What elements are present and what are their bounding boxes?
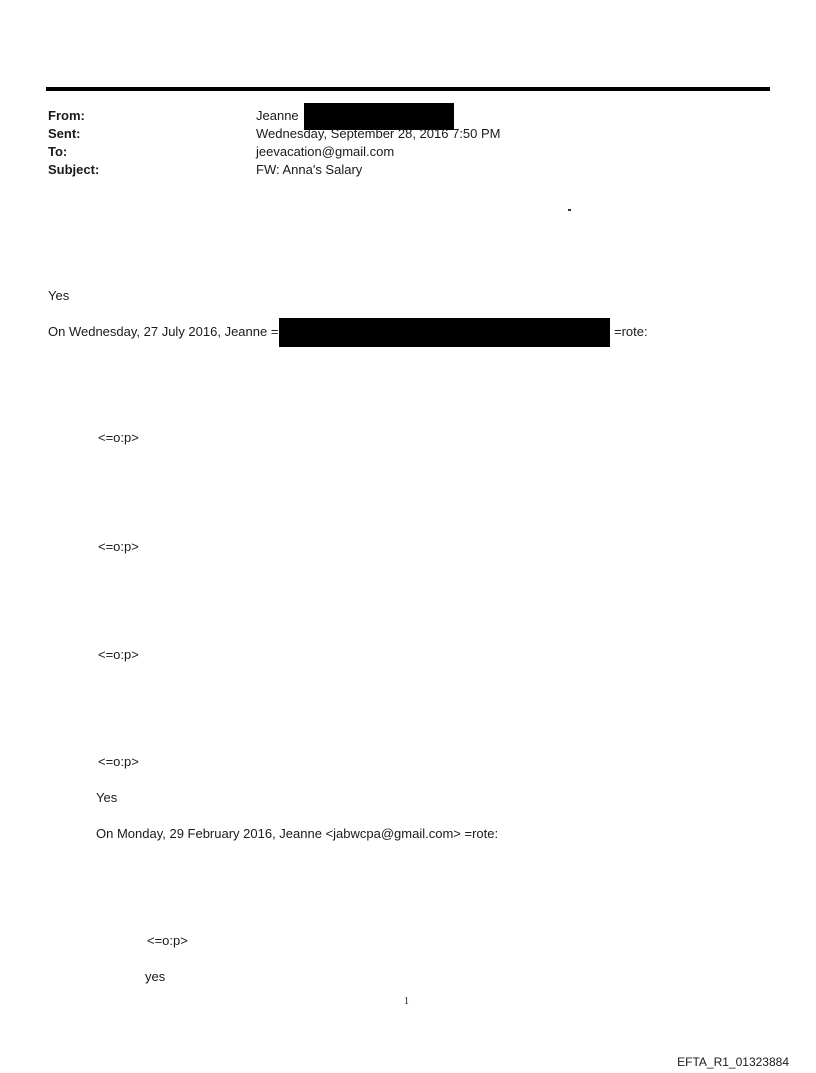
- op-tag-3: <=o:p>: [98, 647, 139, 662]
- op-tag-2: <=o:p>: [98, 539, 139, 554]
- from-label: From:: [48, 108, 85, 123]
- document-id: EFTA_R1_01323884: [677, 1055, 789, 1069]
- reply-text-2: Yes: [96, 790, 118, 805]
- to-value: jeevacation@gmail.com: [256, 144, 395, 159]
- from-value: Jeanne: [256, 108, 299, 123]
- to-label: To:: [48, 144, 68, 159]
- sent-label: Sent:: [48, 126, 81, 141]
- sent-value: Wednesday, September 28, 2016 7:50 PM: [256, 126, 501, 141]
- reply-text-3: yes: [145, 969, 166, 984]
- subject-value: FW: Anna's Salary: [256, 162, 363, 177]
- redaction-bar-quote: [279, 318, 610, 347]
- op-tag-5: <=o:p>: [147, 933, 188, 948]
- quote-header-2: On Monday, 29 February 2016, Jeanne <jabwcpa@gmail.com> =rote:: [96, 826, 499, 841]
- header-divider-rule: [46, 87, 770, 91]
- reply-text-1: Yes: [48, 288, 70, 303]
- quote-header-1-suffix: =rote:: [614, 324, 648, 339]
- page-number: 1: [404, 996, 409, 1007]
- op-tag-4: <=o:p>: [98, 754, 139, 769]
- op-tag-1: <=o:p>: [98, 430, 139, 445]
- stray-mark: [568, 209, 571, 211]
- subject-label: Subject:: [48, 162, 100, 177]
- quote-header-1-prefix: On Wednesday, 27 July 2016, Jeanne =: [48, 324, 279, 339]
